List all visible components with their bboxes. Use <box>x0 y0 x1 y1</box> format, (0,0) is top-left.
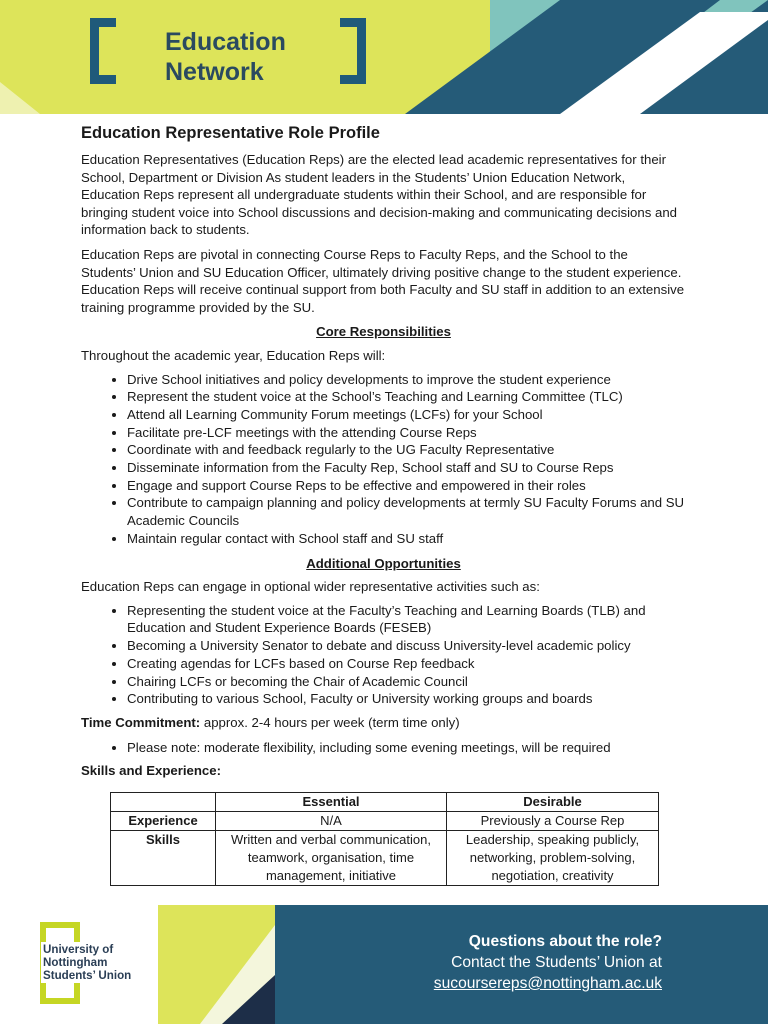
list-item: • Attend all Learning Community Forum meetings (LCFs) for your School <box>127 406 686 424</box>
bracket-right-icon <box>340 18 366 84</box>
table-corner <box>111 792 216 811</box>
skills-table <box>110 792 659 886</box>
row-label: Experience <box>111 811 216 830</box>
contact-block <box>434 931 662 994</box>
contact-line: Contact the Students’ Union at <box>451 954 662 971</box>
row-label: Skills <box>111 830 216 885</box>
document-body <box>81 120 686 886</box>
list-item: • Becoming a University Senator to debate and discuss University-level academic policy <box>127 637 686 655</box>
core-lead: Throughout the academic year, Education Reps will: <box>81 347 386 363</box>
list-item: • Representing the student voice at the Faculty’s Teaching and Learning Boards (TLB) and Education and Student Experience Boards (FESEB) <box>127 602 686 637</box>
list-item: • Coordinate with and feedback regularly to the UG Faculty Representative <box>127 441 686 459</box>
additional-heading: Additional Opportunities <box>306 555 461 571</box>
table-row <box>111 811 659 830</box>
list-item: • Engage and support Course Reps to be effective and empowered in their roles <box>127 477 686 495</box>
time-note-list <box>81 739 686 757</box>
cell-desirable: Previously a Course Rep <box>447 811 659 830</box>
list-item: • Facilitate pre-LCF meetings with the attending Course Reps <box>127 424 686 442</box>
bracket-left-icon <box>90 18 116 84</box>
time-commitment-value: approx. 2-4 hours per week (term time only) <box>200 714 460 730</box>
header-banner <box>0 0 768 114</box>
list-item: • Maintain regular contact with School staff and SU staff <box>127 530 686 548</box>
brand-line-1: Education <box>165 28 286 56</box>
additional-lead: Education Reps can engage in optional wider representative activities such as: <box>81 579 540 595</box>
table-row <box>111 830 659 885</box>
additional-list <box>81 602 686 708</box>
cell-essential: N/A <box>216 811 447 830</box>
list-item: • Contributing to various School, Faculty or University working groups and boards <box>127 690 686 708</box>
column-desirable: Desirable <box>447 792 659 811</box>
core-heading: Core Responsibilities <box>316 324 451 340</box>
cell-essential: Written and verbal communication, teamwork, organisation, time management, initiative <box>216 830 447 885</box>
core-list <box>81 371 686 548</box>
intro-paragraph-1: Education Representatives (Education Reps) are the elected lead academic representatives for their School, Department or Division As student leaders in the Students’ Union Education Network, Education Reps represent all undergraduate students within their School, and are responsible for bringing student voice into School discussions and decision-making and communicating decisions and information back to students. <box>81 152 677 238</box>
contact-email-link[interactable]: sucoursereps@nottingham.ac.uk <box>433 975 662 992</box>
brand-line-2: Network <box>165 58 264 86</box>
list-item: • Creating agendas for LCFs based on Course Rep feedback <box>127 655 686 673</box>
list-item: • Drive School initiatives and policy developments to improve the student experience <box>127 371 686 389</box>
contact-question: Questions about the role? <box>468 933 662 950</box>
time-commitment <box>81 714 686 732</box>
brand-logo-text <box>165 27 286 87</box>
intro-paragraph-2: Education Reps are pivotal in connecting Course Reps to Faculty Reps, and the School to the Students’ Union and SU Education Officer, ultimately driving positive change to the student experience. Education Reps will receive continual support from both Faculty and SU staff in addition to an extensive training programme provided by the SU. <box>81 246 685 315</box>
time-commitment-label: Time Commitment: <box>81 714 201 730</box>
cell-desirable: Leadership, speaking publicly, networking, problem-solving, negotiation, creativity <box>447 830 659 885</box>
page-title: Education Representative Role Profile <box>81 124 380 142</box>
list-item: • Disseminate information from the Faculty Rep, School staff and SU to Course Reps <box>127 459 686 477</box>
footer-banner <box>0 905 768 1024</box>
column-essential: Essential <box>216 792 447 811</box>
list-item: • Chairing LCFs or becoming the Chair of Academic Council <box>127 673 686 691</box>
university-logo-text: University of Nottingham Students’ Union <box>41 942 141 983</box>
list-item: • Contribute to campaign planning and policy developments at termly SU Faculty Forums and SU Academic Councils <box>127 494 686 529</box>
table-header-row <box>111 792 659 811</box>
list-item: • Represent the student voice at the School’s Teaching and Learning Committee (TLC) <box>127 388 686 406</box>
skills-heading: Skills and Experience: <box>81 763 221 779</box>
list-item: • Please note: moderate flexibility, including some evening meetings, will be required <box>127 739 686 757</box>
